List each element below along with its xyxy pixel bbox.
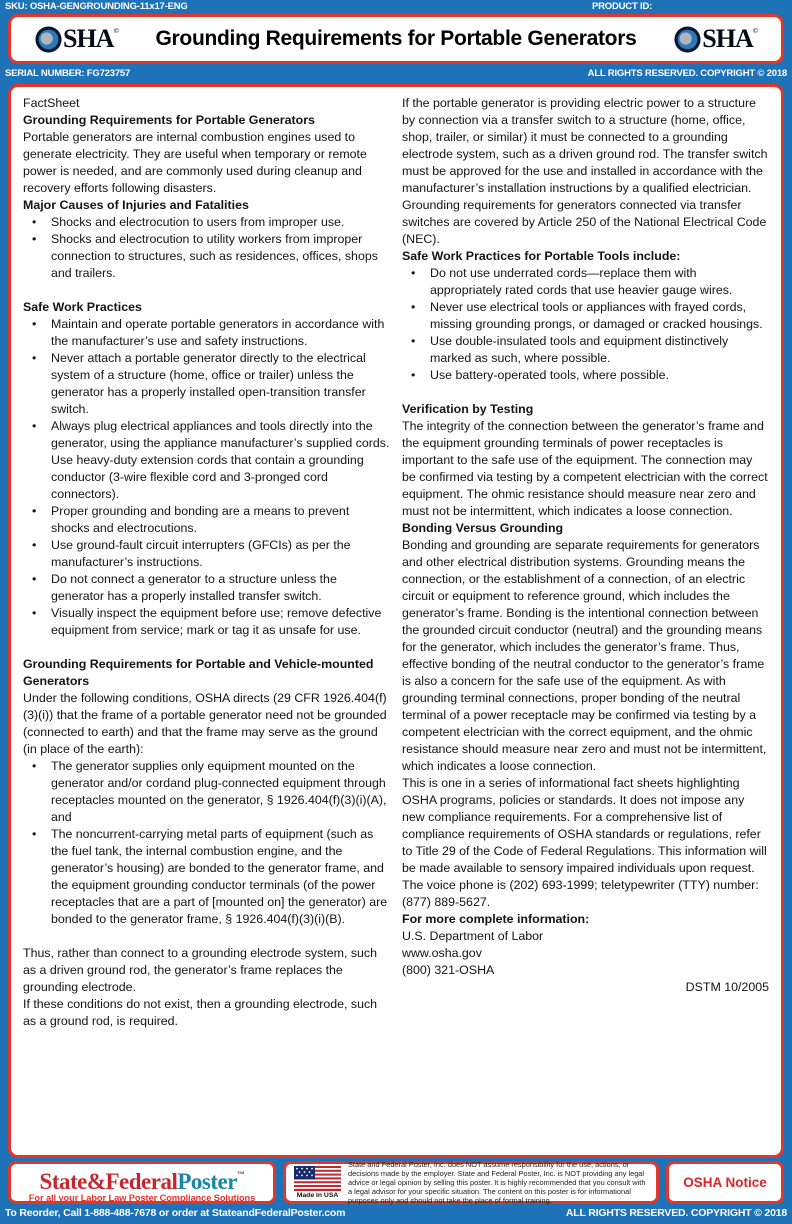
section-heading: Verification by Testing — [402, 402, 534, 416]
text-block: Bonding and grounding are separate requirements for generators and other electrical distribution systems. Grounding means the connection, or the establishment of a connection, of an electric circuit or equipment to reference ground, which includes the generator’s frame. Bonding is the intentional connection between the grounded circuit conductor (neutral) and the grounding means for the generator, which includes the generator’s frame. Thus, effective bonding of the neutral conductor to the generator’s frame is also a concern for the safe use of the equipment. As with grounding terminal connections, proper bonding of the neutral terminal of a power receptacle may be confirmed via testing by a competent electrician with the correct equipment, and the ohmic resistance should measure near zero and must not be intermittent, which indicates a loose connection. — [402, 538, 767, 773]
top-info-bar — [0, 0, 792, 14]
section-heading: Safe Work Practices for Portable Tools include: — [402, 249, 681, 263]
publisher-logo — [40, 1163, 245, 1193]
disclaimer-box — [283, 1161, 659, 1204]
brand-tagline: For all your Labor Law Poster Compliance Solutions — [28, 1192, 256, 1203]
copyright-mark: © — [752, 27, 757, 35]
section-heading: Grounding Requirements for Portable Generators — [23, 113, 315, 127]
bullet-item: • Proper grounding and bonding are a means to prevent shocks and electrocutions. — [23, 503, 390, 537]
text-block: This is one in a series of informational fact sheets highlighting OSHA programs, policies or standards. It does not impose any new compliance requirements. For a comprehensive list of compliance requirements of OSHA standards or regulations, refer to Title 29 of the Code of Federal Regulations. This information will be made available to sensory impaired individuals upon request. The voice phone is (202) 693-1999; teletypewriter (TTY) number: (877) 889-5627. — [402, 776, 767, 909]
bullet-item: • Shocks and electrocution to utility workers from improper connection to structures, such as residences, offices, shops and trailers. — [23, 231, 390, 282]
copyright-mark: © — [113, 27, 118, 35]
bullet-list — [23, 214, 390, 282]
text-block: U.S. Department of Labor — [402, 929, 544, 943]
footer — [8, 1161, 784, 1204]
bottom-info-bar — [0, 1204, 792, 1224]
serial-number-label: SERIAL NUMBER: FG723757 — [5, 68, 131, 79]
bullet-item: • Never use electrical tools or appliances with frayed cords, missing grounding prongs, or damaged or cracked housings. — [402, 299, 769, 333]
us-flag-icon — [294, 1166, 341, 1191]
text-block: If the portable generator is providing electric power to a structure by connection via a transfer switch to a structure (home, office, shop, trailer, or similar) it must be connected to a grounding electrode system, such as a driven ground rod. The transfer switch must be approved for the use and installed in accordance with the manufacturer’s installation instructions by a qualified electrician. Grounding requirements for generators connected via transfer switches are covered by Article 250 of the National Electrical Code (NEC). — [402, 96, 768, 246]
text-block: (800) 321-OSHA — [402, 963, 495, 977]
text-block: www.osha.gov — [402, 946, 482, 960]
rights-label: ALL RIGHTS RESERVED. COPYRIGHT © 2018 — [565, 1207, 787, 1219]
bullet-item: • The generator supplies only equipment mounted on the generator and/or cordand plug-connected equipment through receptacles mounted on the generator, § 1926.404(f)(3)(i)(A), and — [23, 758, 390, 826]
osha-o-icon — [35, 26, 62, 53]
bullet-item: • The noncurrent-carrying metal parts of equipment (such as the fuel tank, the internal combustion engine, and the generator’s housing) are bonded to the generator frame, and the equipment grounding conductor terminals (of the power receptacles that are a part of [mounted on] the generator) are bonded to the generator frame, § 1926.404(f)(3)(i)(B). — [23, 826, 390, 928]
publisher-brand-box — [8, 1161, 276, 1204]
osha-logo-text: SHA© — [63, 24, 118, 53]
left-column — [23, 95, 390, 1147]
trademark-mark: ™ — [236, 1169, 245, 1179]
bullet-item: • Visually inspect the equipment before use; remove defective equipment from service; mark or tag it as unsafe for use. — [23, 605, 390, 639]
text-block: If these conditions do not exist, then a grounding electrode, such as a ground rod, is required. — [23, 997, 378, 1028]
bullet-item: • Maintain and operate portable generators in accordance with the manufacturer’s use and safety instructions. — [23, 316, 390, 350]
brand-name-teal: Poster — [177, 1168, 237, 1194]
section-heading: Safe Work Practices — [23, 300, 142, 314]
osha-o-icon — [674, 26, 701, 53]
reorder-label: To Reorder, Call 1-888-488-7678 or order at StateandFederalPoster.com — [5, 1207, 346, 1219]
section-heading: Major Causes of Injuries and Fatalities — [23, 198, 249, 212]
sku-label: SKU: OSHA-GENGROUNDING-11x17-ENG — [5, 1, 188, 12]
osha-notice-label: OSHA Notice — [683, 1175, 767, 1190]
bullet-item: • Always plug electrical appliances and tools directly into the generator, using the appliance manufacturer’s supplied cords. Use heavy-duty extension cords that contain a grounding conductor (3-wire flexible cord and 3-pronged cord connectors). — [23, 418, 390, 503]
bullet-list — [402, 265, 769, 384]
text-block: Under the following conditions, OSHA directs (29 CFR 1926.404(f)(3)(i)) that the frame of a portable generator need not be grounded (connected to earth) and that the frame may serve as the ground (in place of the earth): — [23, 691, 387, 756]
section-heading: Grounding Requirements for Portable and Vehicle-mounted Generators — [23, 657, 374, 688]
bullet-item: • Shocks and electrocution to users from improper use. — [23, 214, 390, 231]
text-block: The integrity of the connection between the generator’s frame and the equipment grounding terminals of power receptacles is important to the safe use of the equipment. The connection may be confirmed via testing by a competent electrician with the correct equipment. The ohmic resistance should measure near zero and must not be intermittent, which indicates a loose connection. — [402, 419, 768, 518]
text-block: DSTM 10/2005 — [685, 980, 769, 994]
brand-name-red: State&Federal — [39, 1168, 178, 1194]
serial-info-bar — [0, 66, 792, 82]
bullet-item: • Use double-insulated tools and equipment distinctively marked as such, where possible. — [402, 333, 769, 367]
osha-logo-right — [674, 26, 757, 53]
right-column — [402, 95, 769, 1147]
bullet-item: • Do not connect a generator to a structure unless the generator has a properly installed transfer switch. — [23, 571, 390, 605]
osha-logo-left — [35, 26, 118, 53]
page-title: Grounding Requirements for Portable Generators — [155, 27, 637, 50]
rights-label: ALL RIGHTS RESERVED. COPYRIGHT © 2018 — [587, 68, 787, 79]
document-body — [8, 84, 784, 1158]
bullet-item: • Use battery-operated tools, where possible. — [402, 367, 769, 384]
legal-disclaimer: State and Federal Poster, Inc. does NOT assume responsibility for the use, actions, or decisions made by the employer. State and Federal Poster, Inc. is NOT providing any legal advice or legal opinion by selling this poster. It is highly recommended that you consult with a legal advisor for your specific situation. The content on this poster is for informational purposes only and should not take the place of formal training. — [348, 1159, 646, 1206]
product-id-label: PRODUCT ID: — [592, 1, 653, 12]
bullet-item: • Use ground-fault circuit interrupters (GFCIs) as per the manufacturer’s instructions. — [23, 537, 390, 571]
bullet-list — [23, 316, 390, 639]
section-heading: For more complete information: — [402, 912, 590, 926]
header — [8, 14, 784, 64]
section-heading: Bonding Versus Grounding — [402, 521, 564, 535]
text-block: Portable generators are internal combustion engines used to generate electricity. They are useful when temporary or remote power is needed, and are commonly used during cleanup and recovery efforts following disasters. — [23, 130, 367, 195]
bullet-list — [23, 758, 390, 928]
made-in-usa-label: Made in USA — [296, 1192, 339, 1199]
osha-notice-box — [666, 1161, 784, 1204]
osha-logo-text: SHA© — [702, 24, 757, 53]
made-in-usa — [294, 1166, 341, 1199]
text-block: FactSheet — [23, 96, 80, 110]
bullet-item: • Never attach a portable generator directly to the electrical system of a structure (home, office or trailer) unless the generator has a properly installed open-transition transfer switch. — [23, 350, 390, 418]
text-block: Thus, rather than connect to a grounding electrode system, such as a driven ground rod, the generator’s frame replaces the grounding electrode. — [23, 946, 378, 994]
bullet-item: • Do not use underrated cords—replace them with appropriately rated cords that use heavier gauge wires. — [402, 265, 769, 299]
